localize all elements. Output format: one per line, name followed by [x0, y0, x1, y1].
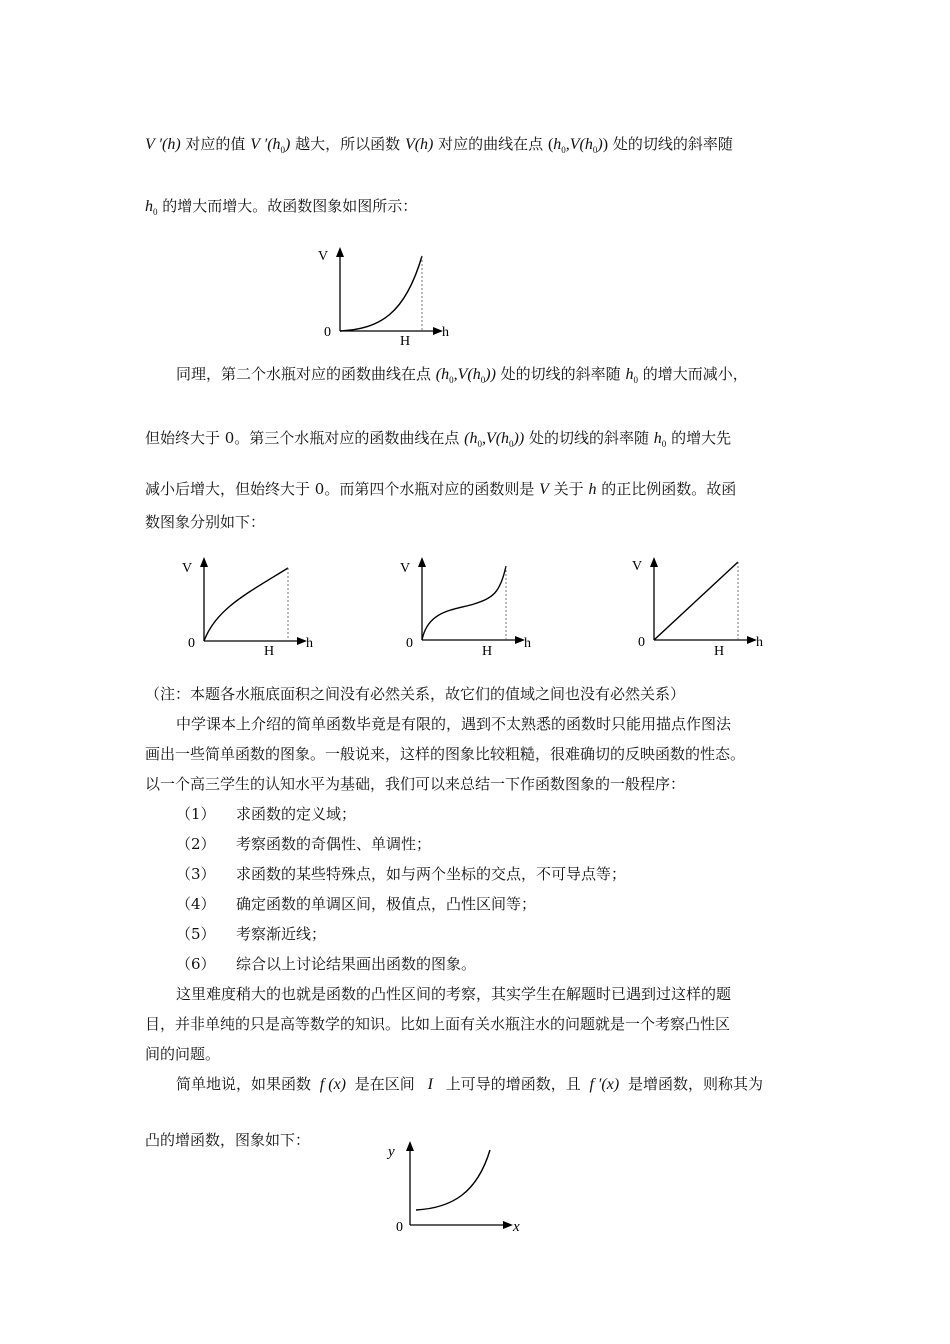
para1-line1 — [145, 134, 733, 160]
math-v-prime-h0: V $'(h_0)$ — [250, 136, 291, 155]
step-3 — [176, 864, 626, 884]
x-label: h — [442, 325, 449, 340]
y-label: V — [182, 561, 193, 576]
para3-line1: 中学课本上介绍的简单函数毕竟是有限的，遇到不太熟悉的函数时只能用描点作图法 — [176, 715, 732, 733]
text: 上可导的增函数，且 — [445, 1075, 581, 1093]
y-label: V — [632, 559, 643, 574]
figure-2-concave-increasing — [176, 554, 326, 660]
math-h: h — [588, 481, 597, 498]
x-label: h — [524, 636, 531, 651]
math-v-prime-h: V ′(h) — [145, 136, 181, 153]
math-point: $(h_0,V(h_0))$ — [464, 430, 525, 449]
line — [654, 562, 738, 640]
step-num: （1） — [176, 805, 216, 823]
step-num: （3） — [176, 865, 216, 883]
text: 越大，所以函数 — [295, 135, 401, 153]
text: 对应的值 — [185, 135, 246, 153]
origin-label: 0 — [396, 1220, 403, 1235]
para2-line2 — [145, 428, 731, 454]
step-num: （6） — [176, 955, 216, 973]
text: 的增大先 — [671, 429, 732, 447]
text: 处的切线的斜率随 — [612, 135, 733, 153]
y-label: y — [388, 1144, 395, 1160]
text: 简单地说，如果函数 — [176, 1075, 312, 1093]
curve — [340, 256, 422, 331]
step-text: 求函数的定义域； — [236, 805, 357, 823]
para4-line3: 间的问题。 — [145, 1045, 221, 1063]
x-label: h — [306, 636, 313, 651]
text: 是增函数，则称其为 — [627, 1075, 763, 1093]
h-mark-label: H — [714, 644, 725, 659]
math-point: $(h_0,V(h_0))$ — [435, 366, 496, 385]
step-5 — [176, 924, 326, 944]
para2-line4 — [145, 512, 265, 532]
x-label: x — [513, 1219, 520, 1235]
figure-5-convex-increasing-xy — [382, 1138, 532, 1238]
y-label: V — [318, 249, 329, 264]
figure-4-linear — [626, 554, 776, 660]
text: 同理，第二个水瓶对应的函数曲线在点 — [176, 365, 432, 383]
step-text: 求函数的某些特殊点，如与两个坐标的交点，不可导点等； — [236, 865, 627, 883]
step-1 — [176, 804, 356, 824]
step-text: 考察渐近线； — [236, 925, 327, 943]
h-mark-label: H — [400, 334, 411, 349]
math-f-prime-x: f ′(x) — [589, 1076, 620, 1093]
text: 的正比例函数。故函 — [601, 480, 737, 498]
step-num: （5） — [176, 925, 216, 943]
curve — [416, 1150, 490, 1210]
curve — [204, 568, 288, 641]
math-h0: $h_0$ — [653, 430, 667, 449]
math-h0: $h_0$ — [625, 366, 638, 385]
math-h0: $h_0$ — [145, 198, 158, 217]
text: 对应的曲线在点 — [438, 135, 544, 153]
text: 关于 — [553, 480, 584, 498]
step-6 — [176, 954, 476, 974]
para4-line1: 这里难度稍大的也就是函数的凸性区间的考察，其实学生在解题时已遇到过这样的题 — [176, 985, 732, 1003]
x-label: h — [756, 635, 763, 650]
text: 是在区间 — [354, 1075, 415, 1093]
math-point: $(h_0,V(h_0))$ — [547, 136, 609, 155]
step-num: （4） — [176, 895, 216, 913]
curve — [422, 566, 506, 640]
step-4 — [176, 894, 536, 914]
math-V: V — [539, 481, 549, 498]
para4-line2: 目，并非单纯的只是高等数学的知识。比如上面有关水瓶注水的问题就是一个考察凸性区 — [145, 1015, 731, 1033]
text: 减小后增大，但始终大于 0。而第四个水瓶对应的函数则是 — [145, 480, 535, 498]
text: 处的切线的斜率随 — [500, 365, 621, 383]
step-2 — [176, 834, 431, 854]
para5-line2: 凸的增函数，图象如下： — [145, 1131, 311, 1149]
figure-3-inflection — [394, 554, 544, 660]
step-num: （2） — [176, 835, 216, 853]
h-mark-label: H — [264, 644, 275, 659]
para3-line3: 以一个高三学生的认知水平为基础，我们可以来总结一下作函数图象的一般程序： — [145, 775, 686, 793]
para2-line1 — [176, 364, 748, 390]
text: 的增大而增大。故函数图象如图所示： — [162, 197, 418, 215]
para2-line3 — [145, 479, 736, 500]
text: 的增大而减小， — [642, 365, 748, 383]
text: 但始终大于 0。第三个水瓶对应的函数曲线在点 — [145, 429, 460, 447]
text: 处的切线的斜率随 — [528, 429, 649, 447]
step-text: 综合以上讨论结果画出函数的图象。 — [236, 955, 477, 973]
para5-line1 — [176, 1074, 763, 1095]
y-label: V — [400, 561, 411, 576]
h-mark-label: H — [482, 644, 493, 659]
para3-line2: 画出一些简单函数的图象。一般说来，这样的图象比较粗糙，很难确切的反映函数的性态。 — [145, 745, 746, 763]
text: 数图象分别如下： — [145, 513, 266, 531]
origin-label: 0 — [406, 636, 413, 651]
note: （注：本题各水瓶底面积之间没有必然关系，故它们的值域之间也没有必然关系） — [145, 685, 686, 703]
math-f-x: f (x) — [319, 1076, 346, 1093]
figure-1-convex-increasing — [310, 244, 460, 349]
math-I: I — [427, 1076, 433, 1093]
para1-line2 — [145, 196, 417, 222]
origin-label: 0 — [638, 635, 645, 650]
origin-label: 0 — [188, 636, 195, 651]
step-text: 确定函数的单调区间，极值点，凸性区间等； — [236, 895, 537, 913]
math-v-h: V(h) — [404, 136, 434, 153]
origin-label: 0 — [324, 325, 331, 340]
step-text: 考察函数的奇偶性、单调性； — [236, 835, 432, 853]
